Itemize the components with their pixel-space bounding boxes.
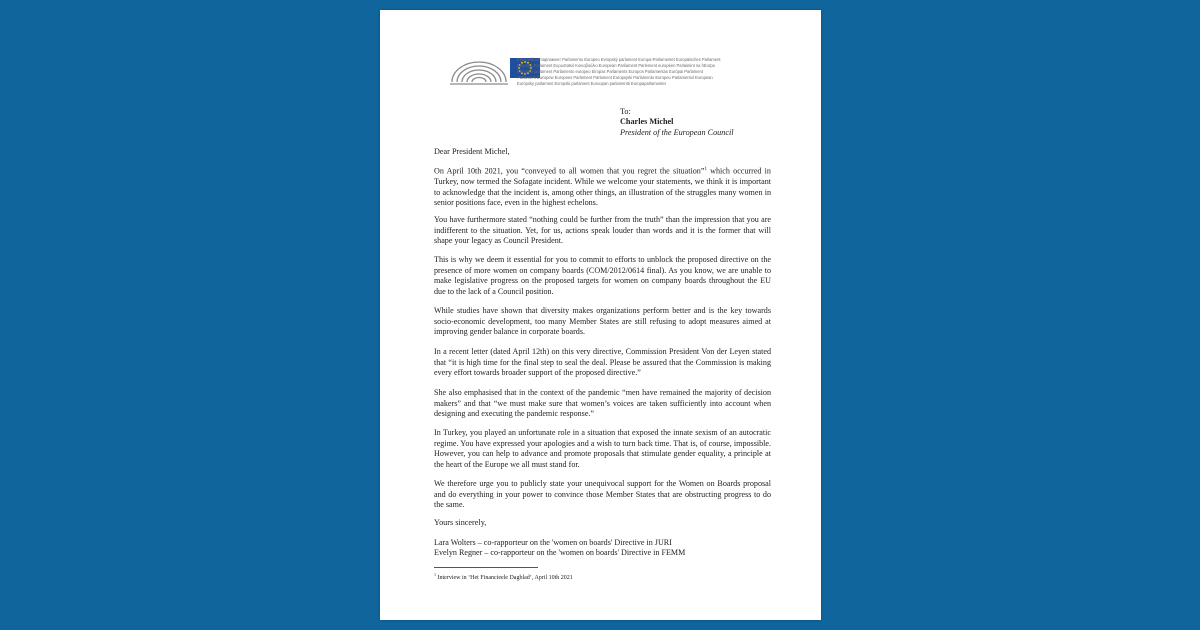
- closing: Yours sincerely,: [434, 518, 487, 527]
- parliament-hemicycle-logo: [448, 56, 510, 88]
- paragraph: We therefore urge you to publicly state your unequivocal support for the Women on Boards proposal and do everything in your power to convince those Member States that are obstructing progress to do the same.: [434, 479, 771, 509]
- recipient-role: President of the European Council: [620, 127, 734, 137]
- paragraph: In Turkey, you played an unfortunate role in a situation that exposed the innate sexism of an autocratic regime. You have expressed your apologies and a wish to turn back time. That is, of course, impossible. However, you can help to advance and promote proposals that stimulate gender equality, a principle at the heart of the Europe we all must stand for.: [434, 428, 771, 469]
- parliament-names-line: Europski parlament Parlamento europeo Eiropas Parlaments Europos Parlamentas Európai Parlament: [517, 69, 703, 75]
- footnote-ref: 1: [704, 167, 707, 172]
- salutation: Dear President Michel,: [434, 147, 510, 156]
- parliament-names-line: Euroopa Parlament Ευρωπαϊκό Κοινοβούλιο European Parliament Parlement européen Parlaimint na hEorpa: [517, 63, 715, 69]
- paragraph: In a recent letter (dated April 12th) on this very directive, Commission President Von der Leyen stated that “it is high time for the final step to seal the deal. Please be assured that the Commission is making every effort towards broader support of the proposed directive.”: [434, 347, 771, 377]
- signatory-line: Evelyn Regner – co-rapporteur on the 'women on boards' Directive in FEMM: [434, 548, 686, 557]
- footnote: $^1$ Interview in ‘Het Financieele Dagblad’, April 10th 2021: [434, 572, 573, 581]
- parliament-names-line: Европейски парламент Parlamento Europeo Evropský parlament Europa-Parlamentet Europäisches Parlament: [517, 57, 721, 62]
- recipient-to: To:: [620, 107, 631, 116]
- paragraph: She also emphasised that in the context of the pandemic “men have remained the majority of decision makers” and that “we must make sure that women’s voices are taken sufficiently into account when designing and executing the pandemic response.”: [434, 388, 771, 418]
- signatory-line: Lara Wolters – co-rapporteur on the 'women on boards' Directive in JURI: [434, 538, 672, 547]
- paragraph: This is why we deem it essential for you to commit to efforts to unblock the proposed directive on the presence of more women on company boards (COM/2012/0614 final). As you know, we are unable to make legislative progress on the proposed targets for women on company boards throughout the EU due to the lack of a Council position.: [434, 255, 771, 296]
- parliament-names-line: Európsky parlament Evropski parlament Euroopan parlamentti Europaparlamentet: [517, 81, 666, 87]
- paragraph: You have furthermore stated “nothing could be further from the truth” than the impression that you are indifferent to the situation. Yet, for us, actions speak louder than words and it is the former that will shape your legacy as Council President.: [434, 215, 771, 245]
- letter-page: [380, 10, 821, 620]
- paragraph: While studies have shown that diversity makes organizations perform better and is the key towards socio-economic development, too many Member States are still refusing to adopt measures aimed at improving gender balance in corporate boards.: [434, 306, 771, 336]
- recipient-name: Charles Michel: [620, 117, 674, 127]
- parliament-names-block: [517, 57, 757, 87]
- footnote-divider: [434, 567, 538, 568]
- parliament-names-line: Parlament Ewropew Europees Parlement Parlament Europejski Parlamento Europeu Parlamentul European: [517, 75, 713, 81]
- recipient-block: [620, 107, 734, 138]
- paragraph: On April 10th 2021, you “conveyed to all women that you regret the situation”$^1$ which occurred in Turkey, now termed the Sofagate incident. While we welcome your statements, we think it is important to acknowledge that the incident is, among other things, an illustration of the struggles many women in senior positions face, even in the highest echelons.: [434, 166, 771, 208]
